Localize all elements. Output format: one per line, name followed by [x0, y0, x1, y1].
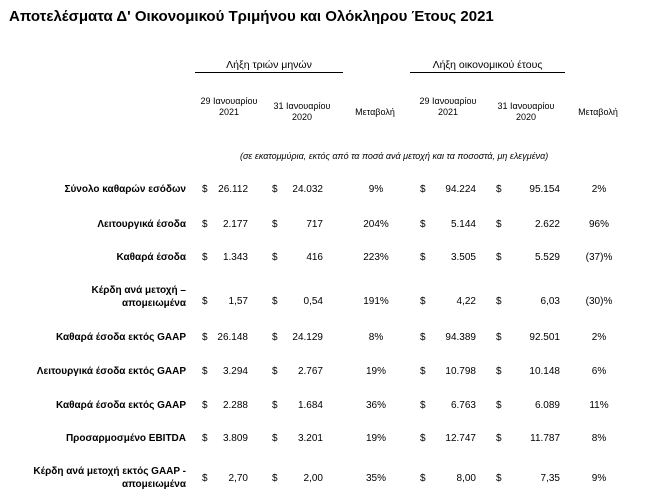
currency-symbol: $	[272, 296, 278, 307]
currency-symbol: $	[272, 332, 278, 343]
cell-q-prev: 2.767	[297, 366, 323, 377]
currency-symbol: $	[202, 219, 208, 230]
cell-y-cur: 10.798	[445, 366, 476, 377]
cell-y-change: 8%	[591, 433, 607, 444]
cell-y-change: 96%	[588, 219, 609, 230]
column-header-y-cur: 29 Ιανουαρίου 2021	[419, 96, 477, 117]
cell-y-cur: 12.747	[445, 433, 476, 444]
column-header-y-prev: 31 Ιανουαρίου 2020	[497, 101, 555, 122]
cell-q-prev: 1.684	[297, 400, 323, 411]
cell-q-cur: 1,57	[228, 296, 248, 307]
cell-y-change: 2%	[591, 332, 607, 343]
cell-q-prev: 717	[306, 219, 323, 230]
currency-symbol: $	[496, 366, 502, 377]
column-header-y-change: Μεταβολή	[578, 107, 618, 117]
currency-symbol: $	[496, 433, 502, 444]
cell-y-change: 9%	[591, 473, 607, 484]
row-label: Καθαρά έσοδα εκτός GAAP	[55, 332, 186, 343]
row-label: Καθαρά έσοδα εκτός GAAP	[55, 400, 186, 411]
cell-y-change: (37)%	[585, 252, 613, 263]
currency-symbol: $	[420, 332, 426, 343]
cell-q-change: 191%	[363, 296, 389, 307]
cell-q-change: 36%	[365, 400, 386, 411]
cell-q-cur: 2.288	[222, 400, 248, 411]
currency-symbol: $	[420, 184, 426, 195]
group-underline-quarter	[195, 72, 343, 73]
currency-symbol: $	[420, 473, 426, 484]
cell-q-change: 19%	[365, 366, 386, 377]
cell-q-prev: 2,00	[303, 473, 323, 484]
currency-symbol: $	[272, 473, 278, 484]
currency-symbol: $	[420, 252, 426, 263]
currency-symbol: $	[272, 184, 278, 195]
row-label: Κέρδη ανά μετοχή –	[91, 285, 186, 296]
currency-symbol: $	[496, 252, 502, 263]
cell-q-change: 223%	[363, 252, 389, 263]
currency-symbol: $	[420, 296, 426, 307]
cell-q-cur: 2.177	[222, 219, 248, 230]
currency-symbol: $	[496, 219, 502, 230]
cell-y-cur: 4,22	[456, 296, 476, 307]
currency-symbol: $	[202, 473, 208, 484]
currency-symbol: $	[202, 332, 208, 343]
cell-q-cur: 3.809	[222, 433, 248, 444]
currency-symbol: $	[420, 433, 426, 444]
cell-q-cur: 26.148	[217, 332, 248, 343]
currency-symbol: $	[496, 400, 502, 411]
currency-symbol: $	[496, 473, 502, 484]
cell-y-change: (30)%	[585, 296, 613, 307]
currency-symbol: $	[272, 252, 278, 263]
currency-symbol: $	[202, 400, 208, 411]
currency-symbol: $	[272, 366, 278, 377]
cell-y-prev: 92.501	[529, 332, 560, 343]
cell-q-cur: 3.294	[222, 366, 248, 377]
cell-y-cur: 6.763	[450, 400, 476, 411]
column-header-q-change: Μεταβολή	[355, 107, 395, 117]
currency-symbol: $	[420, 219, 426, 230]
cell-y-prev: 7,35	[540, 473, 560, 484]
cell-q-prev: 0,54	[303, 296, 323, 307]
cell-y-prev: 11.787	[530, 433, 560, 444]
page-title: Αποτελέσματα Δ' Οικονομικού Τριμήνου και Ολόκληρου Έτους 2021	[9, 8, 494, 25]
currency-symbol: $	[496, 332, 502, 343]
currency-symbol: $	[272, 219, 278, 230]
row-label: Καθαρά έσοδα	[116, 252, 186, 263]
row-label: Κέρδη ανά μετοχή εκτός GAAP -	[33, 466, 186, 477]
row-label: Προσαρμοσμένο EBITDA	[65, 433, 186, 444]
cell-y-change: 6%	[591, 366, 607, 377]
currency-symbol: $	[202, 366, 208, 377]
group-header-quarter: Λήξη τριών μηνών	[226, 59, 312, 71]
cell-y-cur: 94.224	[445, 184, 476, 195]
currency-symbol: $	[202, 252, 208, 263]
currency-symbol: $	[202, 184, 208, 195]
cell-q-change: 9%	[368, 184, 384, 195]
cell-q-cur: 26.112	[218, 184, 248, 195]
row-label: Λειτουργικά έσοδα εκτός GAAP	[36, 366, 186, 377]
group-header-year: Λήξη οικονομικού έτους	[432, 59, 543, 71]
cell-y-prev: 6.089	[534, 400, 560, 411]
currency-symbol: $	[272, 433, 278, 444]
cell-q-prev: 24.032	[292, 184, 323, 195]
cell-y-prev: 95.154	[529, 184, 560, 195]
cell-y-cur: 8,00	[456, 473, 476, 484]
currency-symbol: $	[496, 184, 502, 195]
cell-q-prev: 24.129	[292, 332, 323, 343]
currency-symbol: $	[202, 296, 208, 307]
units-note: (σε εκατομμύρια, εκτός από τα ποσά ανά μετοχή και τα ποσοστά, μη ελεγμένα)	[240, 151, 549, 161]
cell-y-change: 11%	[589, 400, 609, 411]
cell-y-cur: 5.144	[450, 219, 476, 230]
cell-q-change: 8%	[368, 332, 384, 343]
cell-y-prev: 5.529	[534, 252, 560, 263]
cell-q-prev: 416	[306, 252, 323, 263]
column-header-q-cur: 29 Ιανουαρίου 2021	[200, 96, 258, 117]
column-header-q-prev: 31 Ιανουαρίου 2020	[273, 101, 331, 122]
group-underline-year	[410, 72, 565, 73]
row-label: Λειτουργικά έσοδα	[97, 219, 186, 230]
currency-symbol: $	[420, 366, 426, 377]
currency-symbol: $	[272, 400, 278, 411]
currency-symbol: $	[202, 433, 208, 444]
cell-q-cur: 1.343	[222, 252, 248, 263]
cell-y-cur: 94.389	[445, 332, 476, 343]
cell-q-prev: 3.201	[297, 433, 323, 444]
cell-q-change: 35%	[365, 473, 386, 484]
cell-y-prev: 6,03	[540, 296, 560, 307]
cell-y-change: 2%	[591, 184, 607, 195]
currency-symbol: $	[420, 400, 426, 411]
cell-y-cur: 3.505	[450, 252, 476, 263]
row-label-continued: απομειωμένα	[121, 298, 186, 309]
row-label-continued: απομειωμένα	[121, 479, 186, 490]
cell-q-change: 19%	[365, 433, 386, 444]
cell-q-change: 204%	[363, 219, 389, 230]
cell-y-prev: 2.622	[534, 219, 560, 230]
currency-symbol: $	[496, 296, 502, 307]
row-label: Σύνολο καθαρών εσόδων	[64, 184, 186, 195]
cell-q-cur: 2,70	[228, 473, 248, 484]
cell-y-prev: 10.148	[529, 366, 560, 377]
